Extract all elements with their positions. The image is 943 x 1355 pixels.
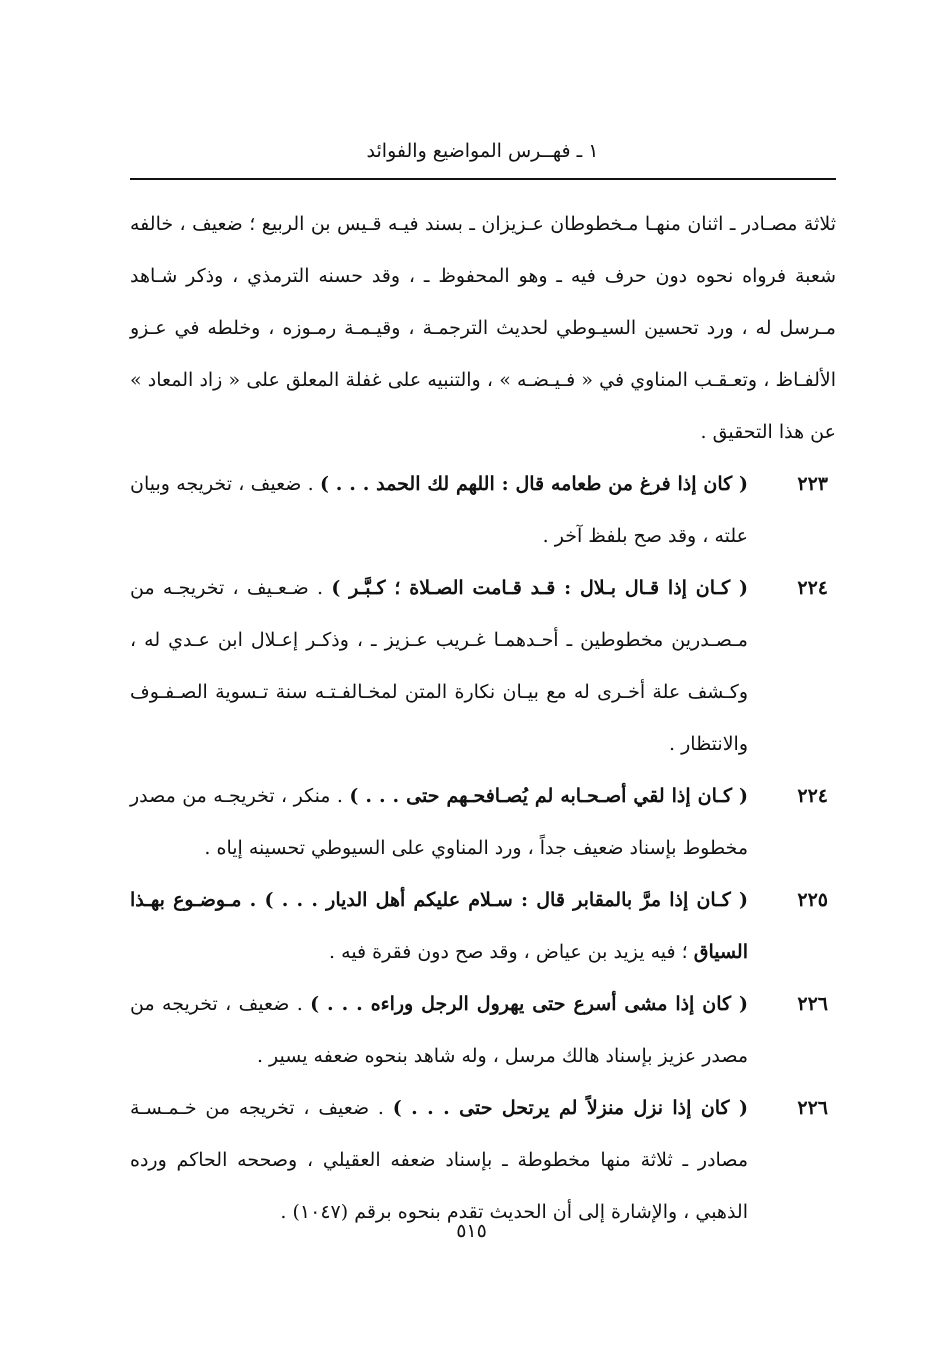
entry-text: . ضعيف ، تخريجه وبيان علته ، وقد صح بلفظ آخر . bbox=[130, 473, 748, 547]
entry-225 bbox=[130, 874, 836, 978]
entry-number: ٢٢٥ bbox=[797, 889, 828, 911]
entry-226a bbox=[130, 978, 836, 1082]
intro-paragraph: ثلاثة مصـادر ـ اثنان منهـا مـخطوطان عـزيزان ـ بسند فيـه قـيس بن الربيع ؛ ضعيف ، خالفه شعبة فرواه نحوه دون حرف فيه ـ وهو المحفوظ ـ ، وقد حسنه الترمذي ، وذكر شـاهد مـرسل له ، ورد تحسين السيـوطي لحديث الترجمـة ، وقيـمـة رمـوزه ، وخلطه في عـزو الألفـاظ ، وتعـقـب المناوي في « فـيـضـه » ، والتنبيه على غفلة المعلق على « زاد المعاد » عن هذا التحقيق . bbox=[130, 213, 836, 443]
entry-text-block bbox=[130, 562, 748, 770]
entry-text-block bbox=[130, 458, 748, 562]
entry-number: ٢٢٣ bbox=[797, 473, 828, 495]
page-number: ٥١٥ bbox=[456, 1220, 487, 1242]
entry-text-block bbox=[130, 770, 748, 874]
entry-title: ( كـان إذا قـال بـلال : قـد قـامت الصـلاة ؛ كـبَّـر ) bbox=[331, 577, 748, 599]
entry-text: ؛ فيه يزيد بن عياض ، وقد صح دون فقرة فيه . bbox=[329, 941, 694, 963]
entry-224a bbox=[130, 562, 836, 770]
entry-title: ( كان إذا نزل منزلاً لم يرتحل حتى . . . ) bbox=[392, 1097, 748, 1119]
entry-text: . ضعيف ، تخريجه من خـمـسـة مصادر ـ ثلاثة منها مخطوطة ـ بإسناد ضعفه العقيلي ، وصححه الحاكم ورده الذهبي ، والإشارة إلى أن الحديث تقدم بنحوه برقم (١٠٤٧) . bbox=[130, 1097, 748, 1223]
entry-title: ( كان إذا مشى أسرع حتى يهرول الرجل وراءه . . . ) bbox=[310, 993, 748, 1015]
header-rule bbox=[130, 178, 836, 180]
entry-text: . ضعيف ، تخريجه من مصدر عزيز بإسناد هالك مرسل ، وله شاهد بنحوه ضعفه يسير . bbox=[130, 993, 748, 1067]
entry-text: . ضـعـيف ، تخريجـه من مـصـدرين مخطوطين ـ أحـدهمـا غـريب عـزيز ـ ، وذكـر إعـلال ابن عـدي له ، وكـشف علة أخـرى له مع بيـان نكارة المتن لمخـالفـتـه سنة تـسوية الصـفـوف والانتظار . bbox=[130, 577, 748, 755]
entry-number: ٢٢٤ bbox=[797, 785, 828, 807]
entry-text-block bbox=[130, 978, 748, 1082]
entry-number: ٢٢٤ bbox=[797, 577, 828, 599]
entry-title: ( كـان إذا لقي أصـحـابه لم يُصـافحـهم حتى . . . ) bbox=[349, 785, 748, 807]
entry-text-block bbox=[130, 874, 748, 978]
entry-number: ٢٢٦ bbox=[797, 993, 828, 1015]
page-body bbox=[130, 198, 836, 1238]
entry-text-block bbox=[130, 1082, 748, 1238]
entry-text: . منكر ، تخريجـه من مصدر مخطوط بإسناد ضعيف جداً ، ورد المناوي على السيوطي تحسينه إياه . bbox=[130, 785, 748, 859]
entry-title: ( كـان إذا مرَّ بالمقابر قال : سـلام عليكم أهل الديار . . . ) . مـوضـوع بهـذا السياق bbox=[130, 889, 748, 963]
entry-223 bbox=[130, 458, 836, 562]
entry-title: ( كان إذا فرغ من طعامه قال : اللهم لك الحمد . . . ) bbox=[319, 473, 748, 495]
entry-226b bbox=[130, 1082, 836, 1238]
entry-224b bbox=[130, 770, 836, 874]
entry-number: ٢٢٦ bbox=[797, 1097, 828, 1119]
running-header: ١ ـ فهــرس المواضيع والفوائد bbox=[366, 140, 599, 162]
